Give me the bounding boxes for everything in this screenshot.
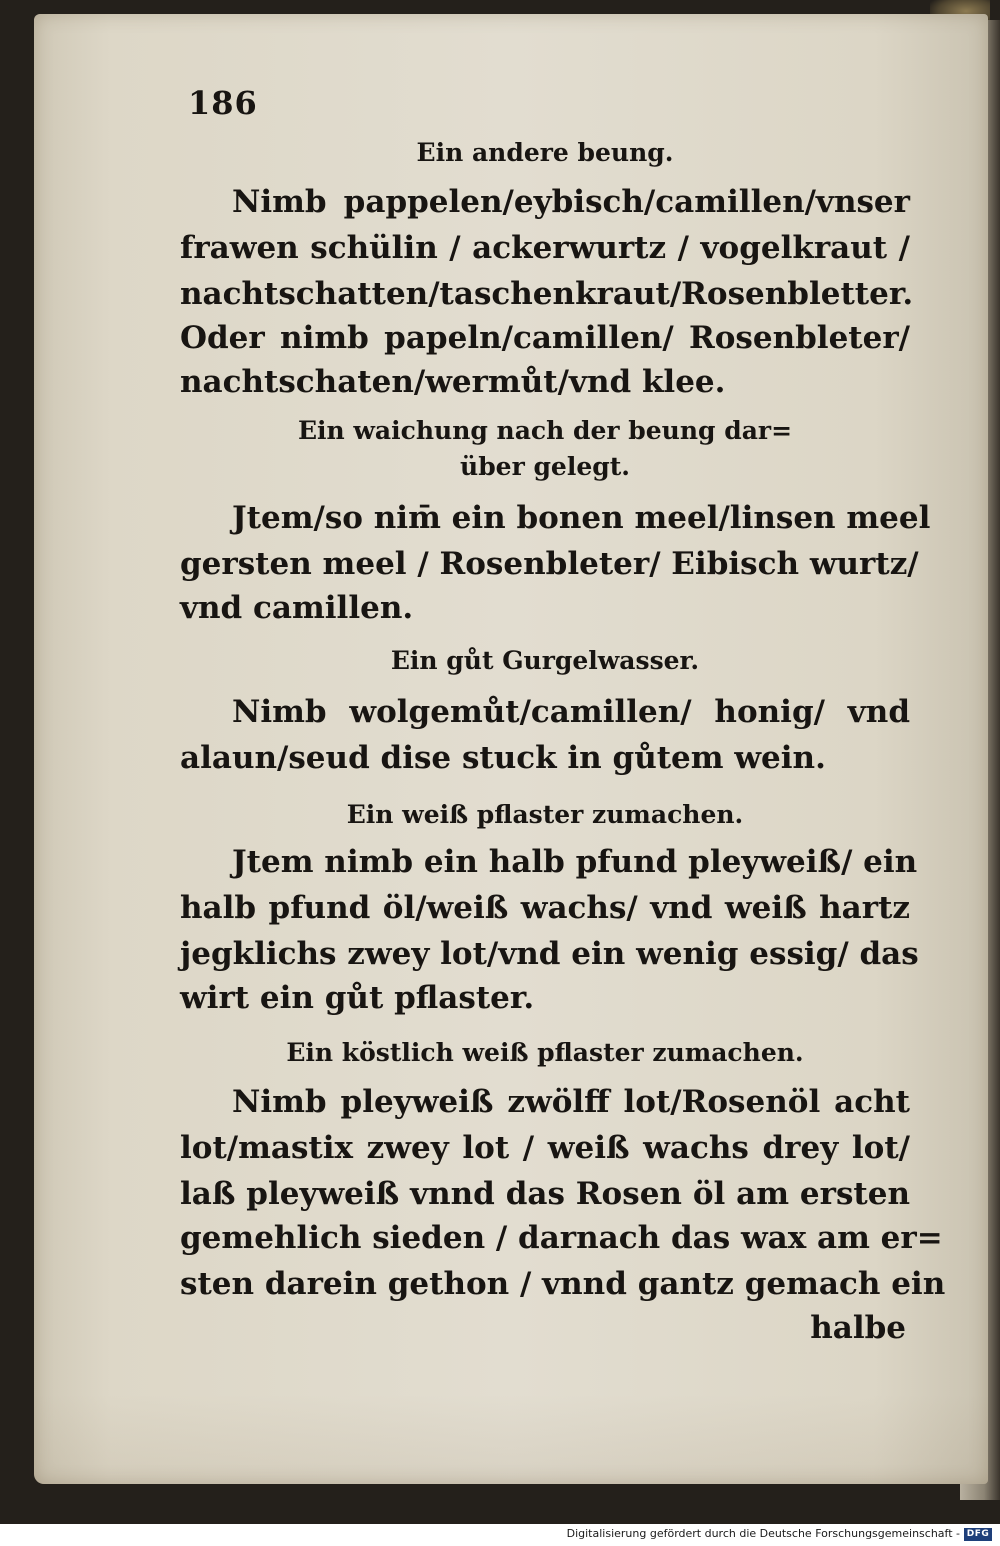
section-heading: Ein weiß pflaster zumachen. [346,800,744,829]
section-heading: Ein gůt Gurgelwasser. [390,646,700,675]
dfg-logo-icon: DFG [964,1528,992,1541]
section-heading: Ein köstlich weiß pflaster zumachen. [286,1038,804,1067]
text-line: alaun/seud dise stuck in gůtem wein. [180,740,826,776]
text-line: nachtschatten/taschenkraut/Rosenbletter. [180,276,914,312]
text-line: lot/mastix zwey lot / weiß wachs drey lot/ [180,1130,910,1166]
text-line: nachtschaten/wermůt/vnd klee. [180,364,726,400]
text-line: Nimb pappelen/eybisch/camillen/vnser [232,184,910,220]
text-line: laß pleyweiß vnnd das Rosen öl am ersten [180,1176,910,1212]
text-line: Nimb pleyweiß zwölff lot/Rosenöl acht [232,1084,910,1120]
text-line: jegklichs zwey lot/vnd ein wenig essig/ das [180,936,919,972]
text-line: halb pfund öl/weiß wachs/ vnd weiß hartz [180,890,910,926]
footer-credit-bar [0,1524,1000,1546]
text-line: gersten meel / Rosenbleter/ Eibisch wurtz/ [180,546,919,582]
text-line: Oder nimb papeln/camillen/ Rosenbleter/ [180,320,910,356]
text-line: gemehlich sieden / darnach das wax am er= [180,1220,943,1256]
text-line: frawen schülin / ackerwurtz / vogelkraut / [180,230,910,266]
text-line: Jtem/so nim̄ ein bonen meel/linsen meel [232,500,931,536]
text-line: Nimb wolgemůt/camillen/ honig/ vnd [232,694,910,730]
text-line: vnd camillen. [180,590,414,626]
text-line: Jtem nimb ein halb pfund pleyweiß/ ein [232,844,918,880]
section-heading: Ein waichung nach der beung dar= [297,416,793,445]
page-number: 186 [188,84,258,122]
catchword: halbe [810,1310,906,1346]
footer-credit-text: Digitalisierung gefördert durch die Deutsche Forschungsgemeinschaft - [566,1527,960,1540]
section-heading: Ein andere beung. [416,138,674,167]
text-line: wirt ein gůt pflaster. [180,980,535,1016]
section-heading-continuation: über gelegt. [460,452,630,481]
text-line: sten darein gethon / vnnd gantz gemach ein [180,1266,946,1302]
